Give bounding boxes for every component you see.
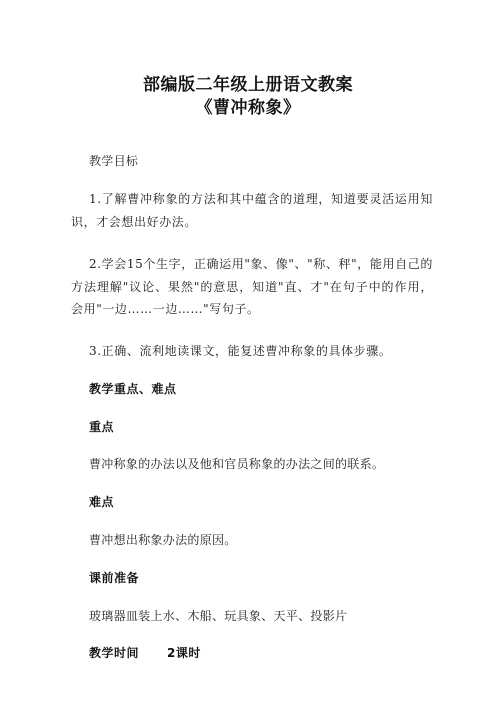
teaching-time-value: 2课时 [167,646,201,660]
section-heading-key-difficult: 教学重点、难点 [89,382,177,396]
section-heading-prep: 课前准备 [89,571,140,585]
document-subtitle: 《曹冲称象》 [195,98,301,118]
document-title: 部编版二年级上册语文教案 [143,75,353,95]
goal-item-2: 2.学会15个生字，正确运用"象、像"、"称、秤"，能用自己的方法理解"议论、果然"的意思，知道"直、才"在句子中的作用，会用"一边……一边……"写句子。 [71,257,433,316]
section-heading-goals: 教学目标 [89,154,139,168]
goal-item-1: 1.了解曹冲称象的方法和其中蕴含的道理，知道要灵活运用知识，才会想出好办法。 [71,192,433,229]
goal-item-3: 3.正确、流利地读课文，能复述曹冲称象的具体步骤。 [89,344,392,358]
prep-text: 玻璃器皿装上水、木船、玩具象、天平、投影片 [89,609,348,623]
teaching-time-label: 教学时间 [89,646,140,660]
label-difficult-point: 难点 [89,495,115,509]
teaching-time-row [89,641,435,665]
key-point-text: 曹冲称象的办法以及他和官员称象的办法之间的联系。 [89,457,385,471]
label-key-point: 重点 [89,420,115,434]
difficult-point-text: 曹冲想出称象办法的原因。 [89,533,237,547]
